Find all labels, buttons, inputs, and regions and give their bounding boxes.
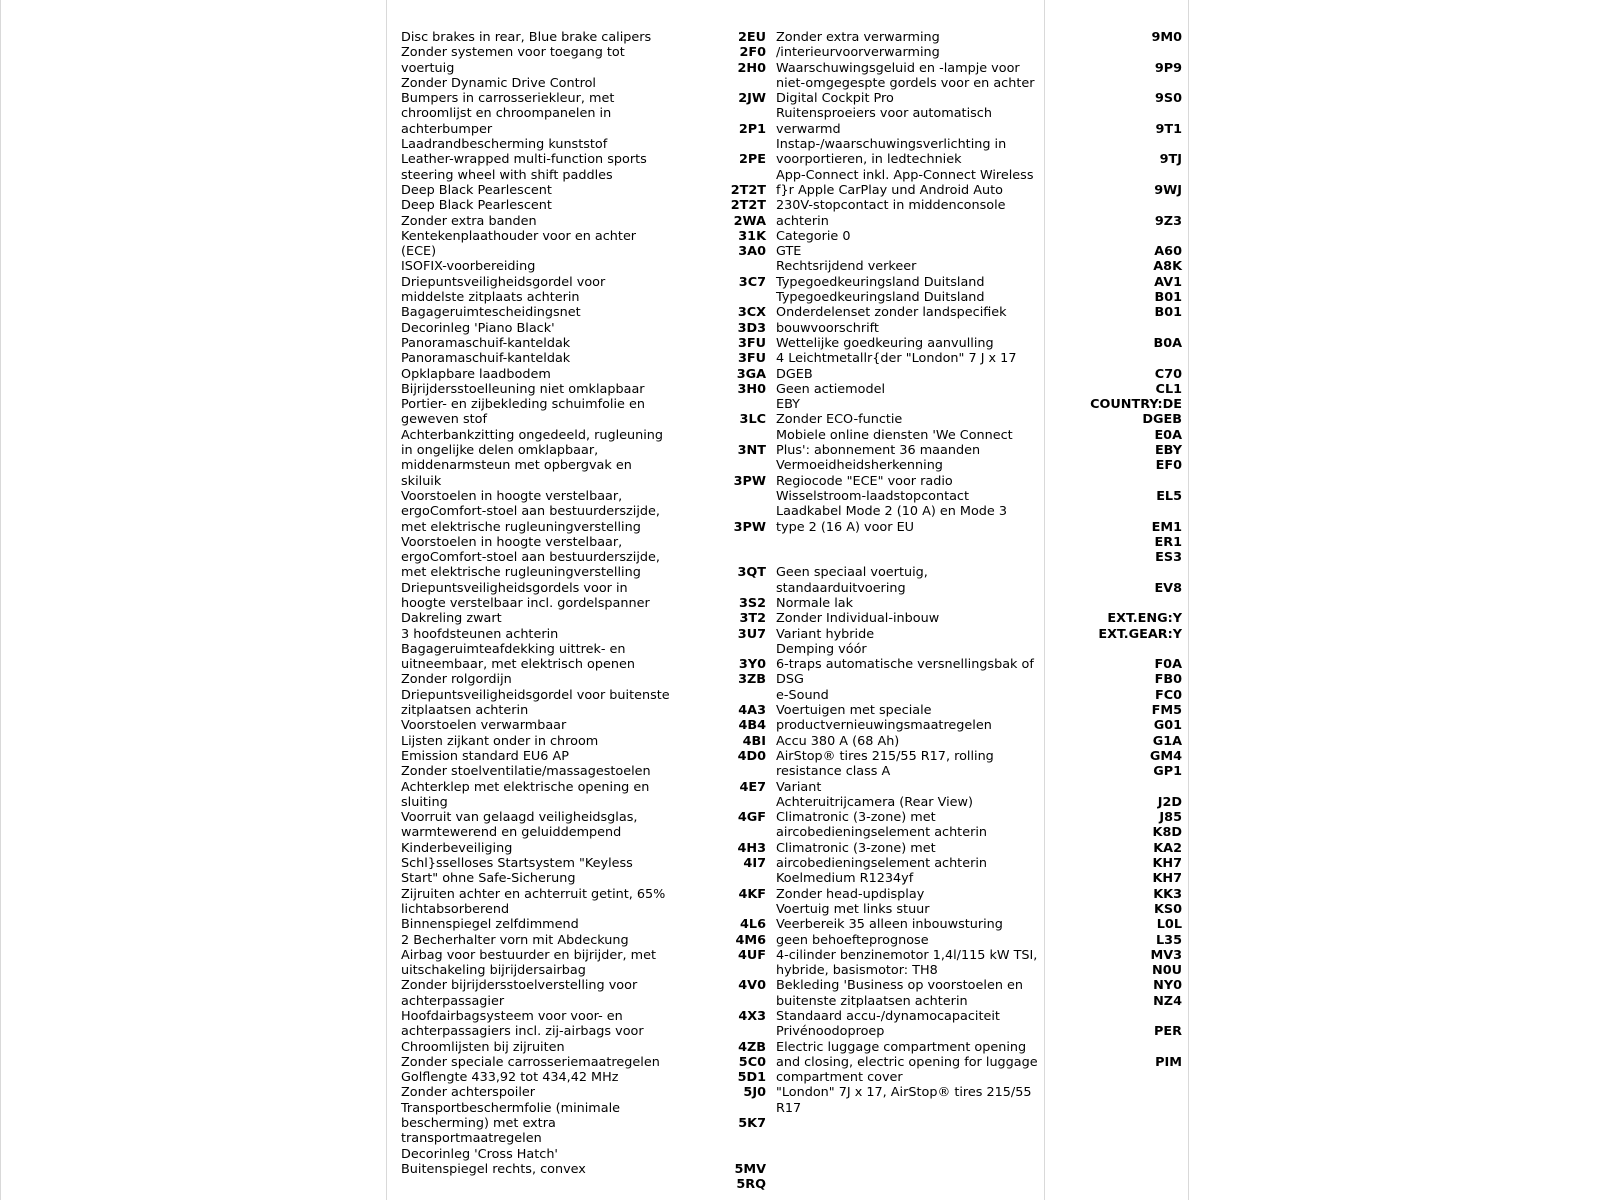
- code-item: EV8: [1154, 580, 1182, 596]
- code-item: PER: [1154, 1024, 1182, 1040]
- code-item: FB0: [1154, 672, 1182, 688]
- list-item: Koelmedium R1234yf: [776, 871, 914, 887]
- code-item: 3S2: [738, 595, 766, 611]
- list-item: Voorstoelen in hoogte verstelbaar, ergoComfort-stoel aan bestuurderszijde, met elektrische rugleuningverstelling: [401, 534, 660, 581]
- list-item: Zonder rolgordijn: [401, 672, 512, 688]
- code-item: 9TJ: [1159, 152, 1182, 168]
- code-item: 3FU: [737, 335, 766, 351]
- code-item: 2JW: [738, 91, 766, 107]
- list-item: AirStop® tires 215/55 R17, rolling resistance class A: [776, 748, 994, 780]
- list-item: Demping vóór: [776, 641, 867, 657]
- code-item: NZ4: [1153, 993, 1182, 1009]
- code-item: L35: [1156, 932, 1182, 948]
- list-item: Mobiele online diensten 'We Connect Plus': abonnement 36 maanden: [776, 427, 1013, 459]
- code-item: 3Y0: [738, 657, 766, 673]
- code-item: 3D3: [737, 320, 766, 336]
- code-item: CL1: [1155, 381, 1182, 397]
- list-item: 4 Leichtmetallr{der "London" 7 J x 17: [776, 351, 1017, 367]
- list-item: Deep Black Pearlescent: [401, 198, 552, 214]
- list-item: Standaard accu-/dynamocapaciteit: [776, 1009, 1000, 1024]
- column-rule-1: [386, 0, 387, 1200]
- list-item: 4-cilinder benzinemotor 1,4l/115 kW TSI, hybride, basismotor: TH8: [776, 947, 1038, 979]
- list-item: Geen speciaal voertuig, standaarduitvoering: [776, 565, 928, 596]
- list-item: Achteruitrijcamera (Rear View): [776, 794, 973, 810]
- list-item: GTE: [776, 244, 802, 260]
- list-item: Leather-wrapped multi-function sports steering wheel with shift paddles: [401, 152, 647, 183]
- list-item: Disc brakes in rear, Blue brake calipers: [401, 30, 652, 45]
- code-item: ES3: [1155, 550, 1182, 566]
- code-item: 4BI: [742, 733, 766, 749]
- code-item: 4B4: [738, 718, 766, 734]
- code-item: 9S0: [1154, 91, 1182, 107]
- code-item: 4E7: [739, 779, 766, 795]
- code-item: 9WJ: [1154, 182, 1182, 198]
- code-item: F0A: [1154, 657, 1182, 673]
- list-item: Bagageruimteafdekking uittrek- en uitneembaar, met elektrisch openen: [401, 641, 635, 673]
- code-item: 3PW: [733, 473, 766, 489]
- list-item: Airbag voor bestuurder en bijrijder, met uitschakeling bijrijdersairbag: [401, 947, 656, 979]
- list-item: Zonder bijrijdersstoelverstelling voor achterpassagier: [401, 978, 638, 1009]
- left-description-column: [401, 30, 671, 1177]
- code-item: 3ZB: [738, 672, 766, 688]
- list-item: Driepuntsveiligheidsgordel voor middelste zitplaats achterin: [401, 274, 606, 306]
- list-item: Opklapbare laadbodem: [401, 366, 551, 382]
- list-item: Bagageruimtescheidingsnet: [401, 305, 581, 321]
- list-item: Schl}sselloses Startsystem "Keyless Start" ohne Safe-Sicherung: [401, 856, 633, 887]
- code-item: A8K: [1153, 259, 1182, 275]
- list-item: "London" 7J x 17, AirStop® tires 215/55 R17: [776, 1085, 1032, 1116]
- list-item: 3 hoofdsteunen achterin: [401, 626, 559, 642]
- list-item: Typegoedkeuringsland Duitsland: [776, 290, 985, 306]
- code-item: 2H0: [737, 60, 766, 76]
- list-item: Accu 380 A (68 Ah): [776, 733, 900, 749]
- list-item: Dakreling zwart: [401, 611, 502, 627]
- list-item: Regiocode "ECE" voor radio: [776, 473, 953, 489]
- list-item: Geen actiemodel: [776, 381, 886, 397]
- code-item: B01: [1154, 305, 1182, 321]
- code-item: EXT.GEAR:Y: [1098, 626, 1182, 642]
- code-item: KK3: [1153, 886, 1182, 902]
- code-item: 2T2T: [730, 182, 766, 198]
- code-item: 3PW: [733, 519, 766, 535]
- list-item: Decorinleg 'Piano Black': [401, 320, 555, 336]
- list-item: Voertuig met links stuur: [776, 901, 930, 917]
- list-item: Buitenspiegel rechts, convex: [401, 1161, 586, 1177]
- code-item: PIM: [1155, 1054, 1182, 1070]
- code-item: 4X3: [738, 1009, 766, 1024]
- list-item: Digital Cockpit Pro: [776, 91, 894, 107]
- code-item: 3C7: [738, 274, 766, 290]
- code-item: MV3: [1150, 947, 1182, 963]
- list-item: Driepuntsveiligheidsgordel voor buitenste zitplaatsen achterin: [401, 687, 670, 719]
- list-item: Zonder achterspoiler: [401, 1085, 536, 1101]
- list-item: Variant: [776, 779, 822, 795]
- column-rule-3: [1188, 0, 1189, 1200]
- code-item: B01: [1154, 290, 1182, 306]
- code-item: 5MV: [734, 1161, 766, 1177]
- code-item: EXT.ENG:Y: [1107, 611, 1182, 627]
- list-item: Zonder systemen voor toegang tot voertuig: [401, 45, 625, 76]
- list-item: Typegoedkeuringsland Duitsland: [776, 274, 985, 290]
- list-item: Normale lak: [776, 595, 854, 611]
- code-item: 3U7: [737, 626, 766, 642]
- column-rule-left: [0, 0, 1, 1200]
- list-item: e-Sound: [776, 687, 829, 703]
- list-item: Chroomlijsten bij zijruiten: [401, 1039, 565, 1055]
- list-item: DGEB: [776, 366, 813, 382]
- list-item: Categorie 0: [776, 228, 851, 244]
- code-item: 4UF: [737, 947, 766, 963]
- code-item: NY0: [1153, 978, 1182, 994]
- code-item: 3LC: [739, 412, 766, 428]
- code-item: 9Z3: [1154, 213, 1182, 229]
- code-item: G01: [1153, 718, 1182, 734]
- list-item: Laadrandbescherming kunststof: [401, 137, 608, 153]
- code-column: [700, 30, 766, 1193]
- code-item: COUNTRY:DE: [1090, 397, 1182, 413]
- code-item: 5D1: [737, 1070, 766, 1086]
- list-item: 230V-stopcontact in middenconsole achterin: [776, 198, 1006, 229]
- code-item: A60: [1154, 244, 1182, 260]
- code-item: 9M0: [1151, 30, 1182, 45]
- list-item: Achterbankzitting ongedeeld, rugleuning in ongelijke delen omklapbaar, middenarmsteun met opbergvak en skiluik: [401, 427, 664, 489]
- list-item: Voorruit van gelaagd veiligheidsglas, warmtewerend en geluiddempend: [401, 810, 638, 841]
- list-item: Vermoeidheidsherkenning: [776, 458, 943, 474]
- code-item: 2F0: [739, 45, 766, 61]
- code-item: 31K: [738, 228, 766, 244]
- list-item: Kinderbeveiliging: [401, 840, 513, 856]
- code-item: 3FU: [737, 351, 766, 367]
- list-item: Wisselstroom-laadstopcontact: [776, 488, 969, 504]
- code-item: 4V0: [738, 978, 766, 994]
- code-item: EF0: [1155, 458, 1182, 474]
- code-item: 9P9: [1154, 60, 1182, 76]
- code-item: 3A0: [738, 244, 766, 260]
- list-item: Decorinleg 'Cross Hatch': [401, 1146, 558, 1162]
- code-item: E0A: [1154, 427, 1182, 443]
- list-item: Wettelijke goedkeuring aanvulling: [776, 335, 994, 351]
- code-item: 4I7: [743, 856, 766, 872]
- code-item: KH7: [1152, 856, 1182, 872]
- code-item: 5J0: [743, 1085, 766, 1101]
- list-item: Deep Black Pearlescent: [401, 182, 552, 198]
- code-item: 4KF: [738, 886, 766, 902]
- code-item: 3QT: [737, 565, 766, 581]
- code-item: FM5: [1151, 703, 1182, 719]
- list-item: Binnenspiegel zelfdimmend: [401, 917, 579, 933]
- list-item: App-Connect inkl. App-Connect Wireless f}r Apple CarPlay und Android Auto: [776, 167, 1034, 198]
- list-item: Climatronic (3-zone) met aircobedieningselement achterin: [776, 810, 987, 841]
- list-item: Laadkabel Mode 2 (10 A) en Mode 3 type 2 (16 A) voor EU: [776, 504, 1008, 535]
- list-item: Zonder speciale carrosseriemaatregelen: [401, 1054, 660, 1070]
- list-item: Instap-/waarschuwingsverlichting in voorportieren, in ledtechniek: [776, 137, 1007, 168]
- code-item: J85: [1159, 810, 1182, 826]
- list-item: Voorstoelen in hoogte verstelbaar, ergoComfort-stoel aan bestuurderszijde, met elektrische rugleuningverstelling: [401, 488, 660, 535]
- list-item: 6-traps automatische versnellingsbak of DSG: [776, 657, 1034, 688]
- column-rule-2: [1044, 0, 1045, 1200]
- code-item: FC0: [1154, 687, 1182, 703]
- list-item: Driepuntsveiligheidsgordels voor in hoogte verstelbaar incl. gordelspanner: [401, 580, 650, 611]
- list-item: Bumpers in carrosseriekleur, met chroomlijst en chroompanelen in achterbumper: [401, 91, 615, 137]
- list-item: 2 Becherhalter vorn mit Abdeckung: [401, 932, 629, 948]
- code-item: K8D: [1152, 825, 1182, 841]
- code-item: KA2: [1153, 840, 1182, 856]
- list-item: Zonder ECO-functie: [776, 412, 903, 428]
- code-item: 2WA: [733, 213, 766, 229]
- code-item: L0L: [1156, 917, 1182, 933]
- code-item: 3GA: [736, 366, 766, 382]
- code-item: 4GF: [737, 810, 766, 826]
- list-item: Emission standard EU6 AP: [401, 748, 569, 764]
- code-item: EBY: [1154, 443, 1182, 459]
- code-item: 3H0: [737, 381, 766, 397]
- list-item: Privénoodoproep: [776, 1024, 885, 1040]
- list-item: Hoofdairbagsysteem voor voor- en achterpassagiers incl. zij-airbags voor: [401, 1009, 644, 1040]
- list-item: Zonder stoelventilatie/massagestoelen: [401, 764, 651, 780]
- list-item: Zonder head-updisplay: [776, 886, 925, 902]
- list-item: Panoramaschuif-kanteldak: [401, 335, 571, 351]
- code-item: N0U: [1151, 963, 1182, 979]
- list-item: Electric luggage compartment opening and closing, electric opening for luggage compartment cover: [776, 1039, 1038, 1086]
- right-code-column: [1050, 30, 1182, 1070]
- code-item: GM4: [1149, 748, 1182, 764]
- list-item: Variant hybride: [776, 626, 875, 642]
- code-item: KH7: [1152, 871, 1182, 887]
- list-item: Bijrijdersstoelleuning niet omklapbaar: [401, 381, 645, 397]
- code-item: 2T2T: [730, 198, 766, 214]
- list-item: Zonder extra verwarming /interieurvoorverwarming: [776, 30, 940, 61]
- code-item: 4D0: [737, 748, 766, 764]
- list-item: Veerbereik 35 alleen inbouwsturing geen behoefteprognose: [776, 917, 1003, 948]
- code-item: 5RQ: [736, 1177, 766, 1193]
- code-item: KS0: [1153, 901, 1182, 917]
- code-item: 4M6: [735, 932, 766, 948]
- code-item: 5C0: [738, 1054, 766, 1070]
- code-item: EM1: [1151, 519, 1182, 535]
- code-item: 2PE: [738, 152, 766, 168]
- code-item: 4ZB: [738, 1039, 766, 1055]
- list-item: Golflengte 433,92 tot 434,42 MHz: [401, 1070, 619, 1086]
- list-item: Climatronic (3-zone) met aircobedieningselement achterin: [776, 840, 987, 872]
- list-item: Ruitensproeiers voor automatisch verwarmd: [776, 106, 992, 137]
- list-item: EBY: [776, 397, 800, 413]
- code-item: AV1: [1154, 274, 1182, 290]
- list-item: Voorstoelen verwarmbaar: [401, 718, 567, 734]
- code-item: GP1: [1153, 764, 1182, 780]
- list-item: Portier- en zijbekleding schuimfolie en geweven stof: [401, 397, 645, 428]
- code-item: C70: [1154, 366, 1182, 382]
- code-item: 4A3: [738, 703, 766, 719]
- code-item: 3CX: [737, 305, 766, 321]
- code-item: 4L6: [740, 917, 766, 933]
- code-item: ER1: [1154, 534, 1182, 550]
- code-item: DGEB: [1142, 412, 1182, 428]
- list-item: ISOFIX-voorbereiding: [401, 259, 536, 275]
- code-item: 4H3: [737, 840, 766, 856]
- code-item: G1A: [1152, 733, 1182, 749]
- list-item: Zonder extra banden: [401, 213, 537, 229]
- list-item: Rechtsrijdend verkeer: [776, 259, 917, 275]
- code-item: J2D: [1157, 794, 1182, 810]
- code-item: EL5: [1156, 488, 1182, 504]
- list-item: Zonder Individual-inbouw: [776, 611, 940, 627]
- list-item: Transportbeschermfolie (minimale bescherming) met extra transportmaatregelen: [401, 1100, 621, 1147]
- code-item: 9T1: [1155, 121, 1182, 137]
- list-item: Panoramaschuif-kanteldak: [401, 351, 571, 367]
- code-item: 2EU: [737, 30, 766, 45]
- list-item: Achterklep met elektrische opening en sluiting: [401, 779, 650, 810]
- code-item: 3T2: [739, 611, 766, 627]
- list-item: Zijruiten achter en achterruit getint, 65% lichtabsorberend: [401, 886, 666, 917]
- code-item: 5K7: [738, 1116, 766, 1132]
- list-item: Onderdelenset zonder landspecifiek bouwvoorschrift: [776, 305, 1007, 336]
- code-item: B0A: [1153, 335, 1182, 351]
- code-item: 2P1: [738, 121, 766, 137]
- list-item: Zonder Dynamic Drive Control: [401, 75, 596, 91]
- list-item: Voertuigen met speciale productvernieuwingsmaatregelen: [776, 703, 992, 734]
- code-item: 3NT: [737, 443, 766, 459]
- list-item: Bekleding 'Business op voorstoelen en buitenste zitplaatsen achterin: [776, 978, 1023, 1009]
- list-item: Kentekenplaathouder voor en achter (ECE): [401, 228, 637, 260]
- middle-description-column: [776, 30, 1038, 1116]
- list-item: Waarschuwingsgeluid en -lampje voor niet-omgegespte gordels voor en achter: [776, 60, 1035, 91]
- list-item: Lijsten zijkant onder in chroom: [401, 733, 599, 749]
